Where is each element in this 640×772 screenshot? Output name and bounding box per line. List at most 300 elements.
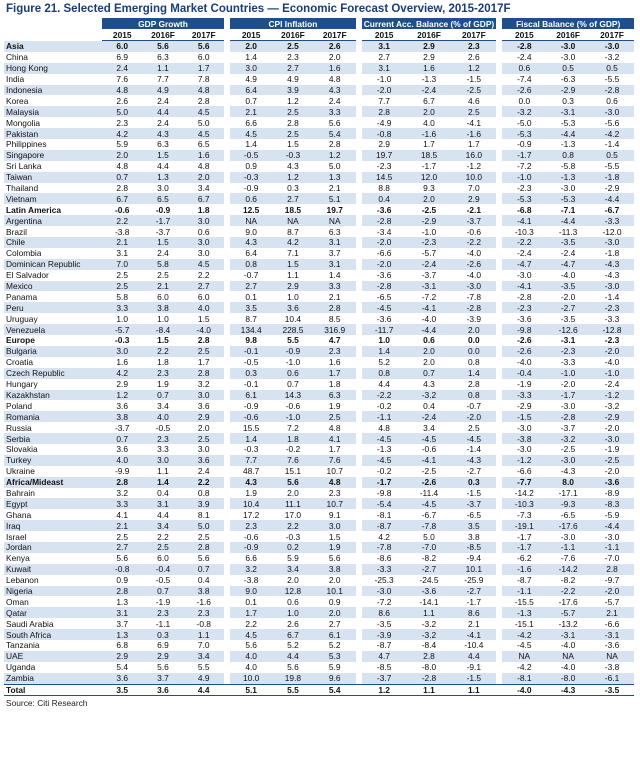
source-note: Source: Citi Research <box>6 698 88 709</box>
value-cell: -3.2 <box>502 106 546 117</box>
value-cell: -4.7 <box>546 259 590 270</box>
value-cell: -5.3 <box>560 117 576 128</box>
country-name: Dominican Republic <box>4 259 102 270</box>
value-cell: -3.0 <box>362 586 407 597</box>
value-cell: 4.5 <box>183 259 224 270</box>
value-cell: 3.4 <box>197 183 210 194</box>
value-cell: 0.8 <box>362 368 407 379</box>
value-cell: -8.0 <box>546 673 590 684</box>
value-cell: 10.1 <box>314 586 356 597</box>
value-cell: -4.1 <box>451 629 496 640</box>
value-cell: 0.7 <box>143 586 184 597</box>
value-cell: 2.9 <box>102 651 143 662</box>
value-cell: -3.5 <box>560 313 576 324</box>
value-cell: 2.7 <box>230 281 272 292</box>
value-cell: 10.0 <box>230 673 272 684</box>
value-cell: -2.4 <box>604 379 620 390</box>
value-cell: 2.3 <box>314 346 356 357</box>
value-cell: -1.1 <box>546 542 590 553</box>
value-cell: 4.6 <box>468 95 480 106</box>
value-cell: 2.0 <box>407 106 452 117</box>
value-cell: 5.9 <box>287 553 299 564</box>
value-cell: -3.0 <box>560 400 576 411</box>
value-cell: 6.4 <box>245 248 257 259</box>
value-cell: 2.3 <box>143 433 184 444</box>
value-cell: -4.4 <box>546 128 590 139</box>
value-cell: -2.8 <box>517 291 532 302</box>
value-cell: -5.4 <box>362 498 407 509</box>
value-cell: -9.4 <box>466 553 482 564</box>
value-cell: 2.4 <box>328 95 341 106</box>
value-cell: 1.8 <box>157 357 169 368</box>
value-cell: 5.6 <box>328 553 341 564</box>
value-cell: 4.4 <box>378 379 390 390</box>
value-cell: 0.7 <box>183 564 224 575</box>
value-cell: 1.5 <box>328 531 341 542</box>
value-cell: 0.6 <box>230 193 272 204</box>
value-cell: -7.8 <box>466 291 482 302</box>
value-cell: 6.9 <box>157 640 169 651</box>
value-cell: 4.2 <box>102 368 143 379</box>
value-cell: -0.6 <box>285 400 301 411</box>
value-cell: 5.6 <box>245 640 257 651</box>
value-cell: 0.9 <box>245 161 257 172</box>
value-cell: 1.4 <box>245 139 257 150</box>
value-cell: 1.4 <box>245 52 257 63</box>
value-cell: 0.5 <box>590 63 634 74</box>
table-row <box>4 640 634 651</box>
country-name: Singapore <box>4 150 102 161</box>
value-cell: 3.1 <box>314 237 356 248</box>
value-cell: NA <box>272 215 314 226</box>
value-cell: 2.9 <box>407 41 452 52</box>
value-cell: 2.8 <box>287 117 299 128</box>
value-cell: -1.1 <box>155 618 171 629</box>
value-cell: 4.8 <box>314 477 356 488</box>
value-cell: 0.3 <box>230 368 272 379</box>
value-cell: 5.5 <box>197 662 210 673</box>
value-cell: 0.3 <box>287 183 299 194</box>
country-name: Turkey <box>4 455 102 466</box>
value-cell: 4.3 <box>287 161 299 172</box>
value-cell: 14.5 <box>362 172 407 183</box>
value-cell: 1.7 <box>197 357 210 368</box>
value-cell: 0.6 <box>502 63 546 74</box>
value-cell: 4.8 <box>183 85 224 96</box>
value-cell: 3.3 <box>102 302 143 313</box>
value-cell: 1.3 <box>143 172 184 183</box>
value-cell: 0.7 <box>102 433 143 444</box>
value-cell: 4.8 <box>328 74 341 85</box>
table-row <box>4 161 634 172</box>
value-cell: -19.1 <box>502 520 546 531</box>
value-cell: -4.3 <box>604 270 620 281</box>
value-cell: 3.4 <box>143 520 184 531</box>
country-name: Kazakhstan <box>4 390 102 401</box>
value-cell: -4.0 <box>560 662 576 673</box>
value-cell: -8.3 <box>590 498 634 509</box>
value-cell: -4.1 <box>502 281 546 292</box>
value-cell: 4.2 <box>102 128 143 139</box>
value-cell: 2.8 <box>328 139 341 150</box>
value-cell: -7.6 <box>560 553 576 564</box>
value-cell: 3.3 <box>314 106 356 117</box>
value-cell: -1.2 <box>502 455 546 466</box>
value-cell: 2.3 <box>183 607 224 618</box>
value-cell: 5.6 <box>328 117 341 128</box>
value-cell: 3.1 <box>116 248 129 259</box>
value-cell: -17.6 <box>558 596 578 607</box>
country-name: Egypt <box>4 498 102 509</box>
country-name: Oman <box>6 596 29 607</box>
value-cell: -4.0 <box>502 684 546 696</box>
value-cell: -2.8 <box>407 673 452 684</box>
value-cell: 4.3 <box>230 237 272 248</box>
value-cell: -8.4 <box>421 640 437 651</box>
value-cell: 2.4 <box>102 63 143 74</box>
value-cell: -2.0 <box>604 422 620 433</box>
table-row <box>4 128 634 139</box>
value-cell: 4.3 <box>314 85 356 96</box>
country-name: Vietnam <box>4 193 102 204</box>
region-row <box>4 335 634 346</box>
value-cell: -6.2 <box>517 553 532 564</box>
value-cell: 4.4 <box>183 684 224 696</box>
value-cell: -3.1 <box>546 629 590 640</box>
value-cell: -1.0 <box>272 411 314 422</box>
value-cell: 5.0 <box>183 520 224 531</box>
value-cell: 4.0 <box>230 651 272 662</box>
value-cell: -0.3 <box>285 531 301 542</box>
value-cell: -2.8 <box>590 85 634 96</box>
value-cell: -4.0 <box>183 324 224 335</box>
value-cell: -3.2 <box>546 433 590 444</box>
value-cell: -4.4 <box>590 520 634 531</box>
value-cell: 3.9 <box>183 498 224 509</box>
value-cell: 15.1 <box>284 466 302 477</box>
value-cell: 4.3 <box>230 477 272 488</box>
value-cell: -6.6 <box>376 248 392 259</box>
group-header-current-account: Current Acc. Balance (% of GDP) <box>362 18 497 29</box>
value-cell: 2.0 <box>407 193 452 204</box>
value-cell: 7.0 <box>197 640 210 651</box>
value-cell: 1.5 <box>197 313 210 324</box>
value-cell: 1.3 <box>116 596 129 607</box>
value-cell: -1.2 <box>590 390 634 401</box>
value-cell: 6.1 <box>314 629 356 640</box>
value-cell: -4.9 <box>376 117 392 128</box>
country-name: South Africa <box>4 629 102 640</box>
value-cell: -3.9 <box>466 313 482 324</box>
value-cell: 2.5 <box>272 128 314 139</box>
value-cell: 1.1 <box>287 270 299 281</box>
value-cell: 6.0 <box>197 291 210 302</box>
value-cell: -1.7 <box>546 390 590 401</box>
country-name: China <box>6 52 28 63</box>
value-cell: 1.7 <box>183 63 224 74</box>
value-cell: 2.3 <box>451 41 496 52</box>
value-cell: 0.4 <box>423 400 435 411</box>
value-cell: 6.5 <box>143 193 184 204</box>
value-cell: -2.7 <box>466 466 482 477</box>
value-cell: 5.6 <box>157 662 169 673</box>
country-name: Pakistan <box>4 128 102 139</box>
country-name: Iraq <box>4 520 102 531</box>
value-cell: 3.6 <box>102 673 143 684</box>
value-cell: -1.3 <box>560 139 576 150</box>
value-cell: -0.5 <box>155 422 171 433</box>
value-cell: -0.7 <box>466 400 482 411</box>
value-cell: 1.4 <box>230 433 272 444</box>
value-cell: -4.2 <box>502 629 546 640</box>
value-cell: 1.1 <box>157 466 169 477</box>
value-cell: -5.9 <box>604 509 620 520</box>
table-row <box>4 455 634 466</box>
table-row <box>4 433 634 444</box>
value-cell: -8.1 <box>376 509 392 520</box>
value-cell: 0.4 <box>362 193 407 204</box>
value-cell: -5.0 <box>517 117 532 128</box>
value-cell: 3.5 <box>102 684 143 696</box>
value-cell: 1.7 <box>314 368 356 379</box>
value-cell: -4.3 <box>560 466 576 477</box>
country-name: Mexico <box>4 281 102 292</box>
value-cell: 0.7 <box>143 390 184 401</box>
value-cell: -2.4 <box>560 248 576 259</box>
value-cell: -2.2 <box>502 237 546 248</box>
value-cell: -5.6 <box>604 117 620 128</box>
value-cell: -8.0 <box>421 662 437 673</box>
value-cell: -4.5 <box>362 302 407 313</box>
country-name: Panama <box>6 291 38 302</box>
year-header: 2017F <box>183 29 224 41</box>
value-cell: -3.8 <box>115 226 130 237</box>
value-cell: NA <box>546 651 590 662</box>
year-header: 2017F <box>314 29 356 41</box>
value-cell: -4.0 <box>517 357 532 368</box>
value-cell: -2.4 <box>517 248 532 259</box>
value-cell: 2.0 <box>423 357 435 368</box>
value-cell: 9.3 <box>423 183 435 194</box>
value-cell: 0.5 <box>546 63 590 74</box>
value-cell: -3.7 <box>560 422 576 433</box>
table-row <box>4 651 634 662</box>
table-row <box>4 291 634 302</box>
value-cell: -17.1 <box>558 487 578 498</box>
value-cell: -3.2 <box>421 618 437 629</box>
value-cell: -1.8 <box>604 248 620 259</box>
value-cell: 2.8 <box>197 95 210 106</box>
table-row <box>4 629 634 640</box>
country-name: Romania <box>4 411 102 422</box>
value-cell: 10.7 <box>314 498 356 509</box>
value-cell: 1.8 <box>272 433 314 444</box>
value-cell: 2.8 <box>314 302 356 313</box>
table-row <box>4 172 634 183</box>
value-cell: 0.2 <box>272 542 314 553</box>
value-cell: -5.5 <box>604 161 620 172</box>
value-cell: -3.6 <box>376 270 392 281</box>
value-cell: -0.6 <box>466 226 482 237</box>
value-cell: 1.4 <box>451 368 496 379</box>
value-cell: -7.8 <box>407 520 452 531</box>
value-cell: 7.1 <box>287 248 299 259</box>
table-row <box>4 150 634 161</box>
value-cell: 2.4 <box>157 95 169 106</box>
year-header: 2016F <box>546 29 590 41</box>
region-row <box>4 204 634 215</box>
value-cell: 7.6 <box>116 74 129 85</box>
value-cell: 3.8 <box>143 302 184 313</box>
value-cell: -3.5 <box>546 281 590 292</box>
country-name: Mongolia <box>6 117 40 128</box>
table-row <box>4 368 634 379</box>
value-cell: 3.0 <box>230 63 272 74</box>
value-cell: 4.4 <box>272 651 314 662</box>
value-cell: 4.5 <box>183 128 224 139</box>
value-cell: -1.9 <box>517 379 532 390</box>
value-cell: 4.4 <box>451 651 496 662</box>
value-cell: 19.7 <box>362 150 407 161</box>
value-cell: 7.2 <box>287 422 299 433</box>
table-row <box>4 52 634 63</box>
value-cell: 3.6 <box>272 302 314 313</box>
value-cell: 4.8 <box>378 422 390 433</box>
value-cell: 3.7 <box>116 618 129 629</box>
value-cell: -6.5 <box>560 509 576 520</box>
value-cell: -9.8 <box>376 487 392 498</box>
group-header-row <box>4 18 634 29</box>
table-row <box>4 400 634 411</box>
value-cell: 1.1 <box>407 607 452 618</box>
value-cell: 5.6 <box>183 41 224 52</box>
value-cell: 4.9 <box>183 673 224 684</box>
value-cell: 2.2 <box>102 215 143 226</box>
table-row <box>4 85 634 96</box>
value-cell: 3.6 <box>116 444 129 455</box>
value-cell: 0.7 <box>245 95 257 106</box>
value-cell: -3.0 <box>546 455 590 466</box>
value-cell: -4.5 <box>362 455 407 466</box>
value-cell: -4.0 <box>560 640 576 651</box>
value-cell: 3.4 <box>272 564 314 575</box>
value-cell: 2.0 <box>328 575 341 586</box>
value-cell: -3.6 <box>376 313 392 324</box>
value-cell: -3.2 <box>407 629 452 640</box>
value-cell: -2.0 <box>604 466 620 477</box>
value-cell: 2.5 <box>183 433 224 444</box>
value-cell: 3.1 <box>362 41 407 52</box>
value-cell: -2.3 <box>546 346 590 357</box>
table-row <box>4 542 634 553</box>
value-cell: -4.5 <box>362 433 407 444</box>
value-cell: -4.2 <box>517 662 532 673</box>
value-cell: 5.1 <box>314 193 356 204</box>
value-cell: 6.1 <box>230 390 272 401</box>
value-cell: 4.0 <box>102 455 143 466</box>
value-cell: -1.2 <box>466 161 482 172</box>
value-cell: 0.8 <box>546 150 590 161</box>
value-cell: 4.4 <box>157 161 169 172</box>
value-cell: -2.4 <box>407 259 452 270</box>
value-cell: -7.2 <box>376 596 392 607</box>
value-cell: 6.7 <box>272 629 314 640</box>
value-cell: -2.2 <box>546 586 590 597</box>
value-cell: -4.4 <box>407 324 452 335</box>
value-cell: 5.6 <box>197 553 210 564</box>
table-row <box>4 139 634 150</box>
value-cell: -3.3 <box>362 564 407 575</box>
value-cell: 1.1 <box>451 684 496 696</box>
value-cell: -7.1 <box>560 204 576 215</box>
value-cell: 4.3 <box>143 128 184 139</box>
value-cell: 7.0 <box>468 183 480 194</box>
value-cell: -2.8 <box>362 215 407 226</box>
value-cell: 2.8 <box>183 368 224 379</box>
table-row <box>4 498 634 509</box>
value-cell: 2.6 <box>287 618 299 629</box>
value-cell: -3.0 <box>590 433 634 444</box>
value-cell: 4.3 <box>423 379 435 390</box>
value-cell: -2.7 <box>451 586 496 597</box>
value-cell: 2.2 <box>245 618 257 629</box>
value-cell: 3.5 <box>451 520 496 531</box>
value-cell: -0.3 <box>272 150 314 161</box>
value-cell: -4.3 <box>590 259 634 270</box>
value-cell: 2.6 <box>314 41 356 52</box>
value-cell: 3.8 <box>314 564 356 575</box>
value-cell: -5.3 <box>502 128 546 139</box>
value-cell: -3.3 <box>560 357 576 368</box>
value-cell: -3.6 <box>604 640 620 651</box>
value-cell: 4.4 <box>157 509 169 520</box>
value-cell: -8.6 <box>376 553 392 564</box>
value-cell: 3.0 <box>143 455 184 466</box>
value-cell: 2.1 <box>590 607 634 618</box>
country-name: Kenya <box>6 553 30 564</box>
value-cell: 1.0 <box>378 335 390 346</box>
value-cell: -2.0 <box>590 586 634 597</box>
value-cell: 2.7 <box>272 193 314 204</box>
value-cell: -0.9 <box>243 183 259 194</box>
value-cell: -2.3 <box>376 161 392 172</box>
value-cell: 2.1 <box>230 106 272 117</box>
value-cell: -3.7 <box>451 498 496 509</box>
value-cell: -7.0 <box>407 542 452 553</box>
value-cell: 2.7 <box>272 63 314 74</box>
value-cell: 1.7 <box>468 139 480 150</box>
value-cell: 0.5 <box>590 150 634 161</box>
table-row <box>4 586 634 597</box>
value-cell: -3.5 <box>590 684 634 696</box>
value-cell: 5.0 <box>328 161 341 172</box>
value-cell: 0.8 <box>451 390 496 401</box>
value-cell: -2.0 <box>590 346 634 357</box>
value-cell: -0.4 <box>502 368 546 379</box>
value-cell: -2.8 <box>451 302 496 313</box>
value-cell: 1.0 <box>116 313 129 324</box>
value-cell: 6.5 <box>197 139 210 150</box>
value-cell: -4.5 <box>451 433 496 444</box>
value-cell: -2.3 <box>590 302 634 313</box>
value-cell: 4.8 <box>197 161 210 172</box>
value-cell: -3.6 <box>376 204 392 215</box>
value-cell: -10.3 <box>514 226 534 237</box>
value-cell: -2.6 <box>502 346 546 357</box>
value-cell: -8.7 <box>362 520 407 531</box>
value-cell: 8.0 <box>546 477 590 488</box>
table-row <box>4 553 634 564</box>
